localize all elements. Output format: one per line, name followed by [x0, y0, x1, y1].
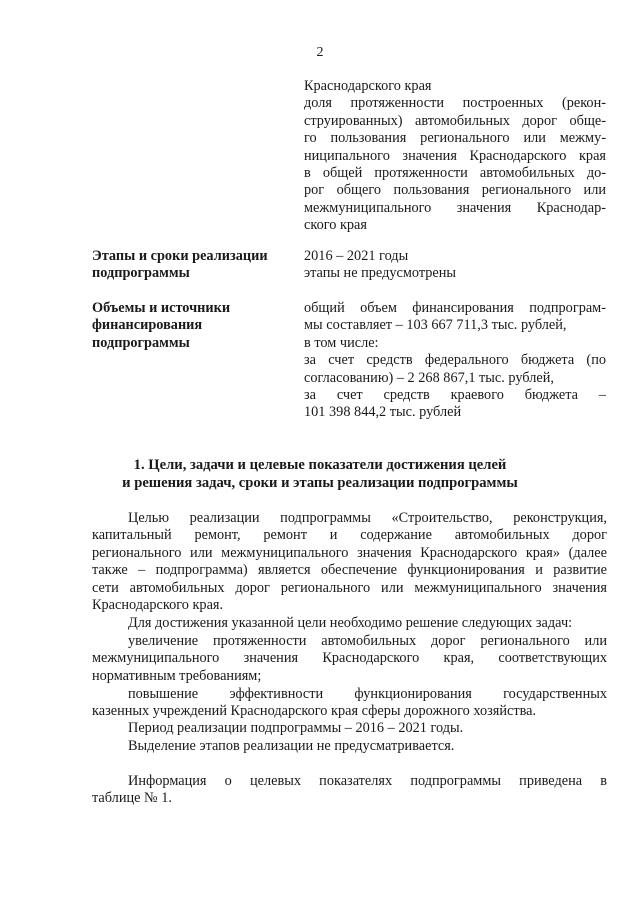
financing-value-line: за счет средств федерального бюджета (по	[304, 352, 606, 369]
paragraph-line: увеличение протяженности автомобильных дорог регионального или	[128, 633, 607, 649]
paragraph-line: Краснодарского края.	[92, 596, 224, 613]
section-heading-line: 1. Цели, задачи и целевые показатели достижения целей	[133, 457, 507, 473]
passport-line: в общей протяженности автомобильных до-	[304, 164, 606, 181]
passport-line: рог общего пользования регионального или	[304, 182, 606, 199]
section-heading-line: и решения задач, сроки и этапы реализации подпрограммы	[122, 475, 518, 491]
financing-label	[92, 300, 297, 352]
paragraph-task-1	[92, 633, 607, 685]
paragraph-period	[92, 720, 607, 737]
passport-line: Краснодарского края	[304, 78, 432, 94]
passport-line: ского края	[304, 217, 367, 234]
section-heading	[60, 456, 580, 492]
passport-continuation	[304, 78, 606, 235]
paragraph-goal	[92, 510, 607, 614]
paragraph-stages	[92, 738, 607, 755]
paragraph-tasks-intro	[92, 615, 607, 632]
financing-value-line: за счет средств краевого бюджета –	[304, 386, 606, 403]
paragraph-task-2	[92, 686, 607, 721]
financing-value-line: 101 398 844,2 тыс. рублей	[304, 404, 462, 421]
paragraph-line: сети автомобильных дорог регионального или межмуниципального значения	[92, 579, 607, 596]
stages-label-line: подпрограммы	[92, 265, 190, 282]
financing-value-line: в том числе:	[304, 334, 379, 351]
paragraph-line: Период реализации подпрограммы – 2016 – 2021 годы.	[128, 720, 464, 736]
paragraph-line: Для достижения указанной цели необходимо решение следующих задач:	[128, 615, 573, 631]
stages-value-line: 2016 – 2021 годы	[304, 248, 409, 264]
paragraph-line: капитальный ремонт, ремонт и содержание автомобильных дорог	[92, 527, 607, 544]
stages-label-line: Этапы и сроки реализации	[92, 248, 268, 264]
paragraph-line: Выделение этапов реализации не предусматривается.	[128, 738, 455, 754]
passport-line: межмуниципального значения Краснодар-	[304, 199, 606, 216]
paragraph-line: также – подпрограмма) является обеспечение функционирования и развитие	[92, 562, 607, 579]
passport-line: струированных) автомобильных дорог обще-	[304, 112, 606, 129]
passport-line: го пользования регионального или межму-	[304, 130, 606, 147]
financing-value-line: мы составляет – 103 667 711,3 тыс. рублей,	[304, 317, 567, 334]
page-number: 2	[316, 45, 324, 60]
paragraph-table-ref	[92, 773, 607, 808]
passport-line: доля протяженности построенных (рекон-	[304, 95, 606, 112]
stages-label	[92, 248, 297, 283]
financing-label-line: Объемы и источники	[92, 300, 231, 316]
paragraph-line: Целью реализации подпрограммы «Строительство, реконструкция,	[128, 510, 607, 526]
stages-value	[304, 248, 606, 283]
paragraph-line: межмуниципального значения Краснодарского края, соответствующих	[92, 650, 607, 667]
financing-label-line: подпрограммы	[92, 334, 190, 351]
financing-value-line: общий объем финансирования подпрограм-	[304, 300, 606, 316]
paragraph-line: повышение эффективности функционирования государственных	[128, 686, 607, 702]
paragraph-line: регионального или межмуниципального значения Краснодарского края» (далее	[92, 544, 607, 561]
financing-label-line: финансирования	[92, 317, 203, 334]
paragraph-line: нормативным требованиям;	[92, 667, 262, 684]
stages-value-line: этапы не предусмотрены	[304, 265, 457, 282]
paragraph-line: казенных учреждений Краснодарского края сферы дорожного хозяйства.	[92, 703, 537, 720]
paragraph-line: Информация о целевых показателях подпрограммы приведена в	[128, 773, 607, 789]
passport-line: ниципального значения Краснодарского края	[304, 147, 606, 164]
paragraph-line: таблице № 1.	[92, 790, 172, 807]
financing-value	[304, 300, 606, 422]
financing-value-line: согласованию) – 2 268 867,1 тыс. рублей,	[304, 369, 554, 386]
